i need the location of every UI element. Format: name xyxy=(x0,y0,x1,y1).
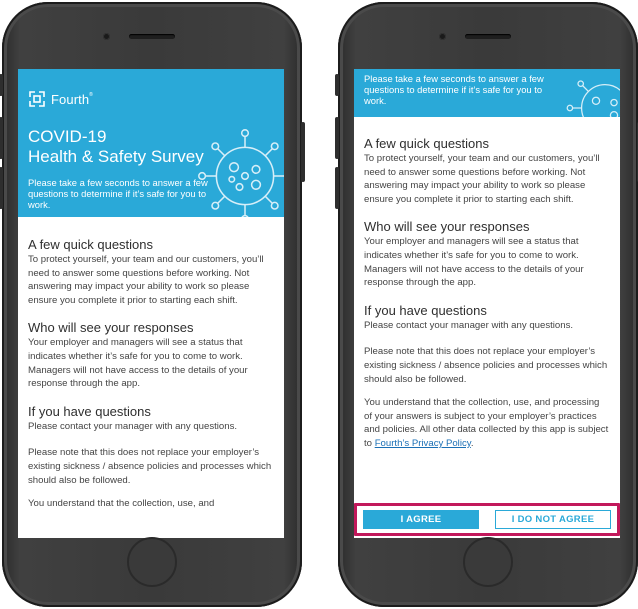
volume-down-button xyxy=(335,167,339,209)
policy-note: Please note that this does not replace your employer’s existing sickness / absence policies and processes which should also be followed. xyxy=(28,447,272,486)
volume-down-button xyxy=(0,167,3,209)
section-text: Please contact your manager with any questions. xyxy=(364,319,574,331)
volume-up-button xyxy=(0,117,3,159)
page-title xyxy=(28,127,274,167)
section-quick-questions xyxy=(28,237,274,307)
earpiece-speaker xyxy=(129,34,175,39)
section-text: Your employer and managers will see a status that indicates whether it’s safe for you to come to work. Managers will not have access to the details of your response through the app. xyxy=(28,337,248,390)
section-heading: If you have questions xyxy=(28,403,151,419)
section-text: Please contact your manager with any questions. xyxy=(28,420,238,432)
power-button xyxy=(301,122,305,182)
survey-intro-content xyxy=(18,217,284,511)
front-camera xyxy=(103,33,110,40)
section-heading: If you have questions xyxy=(364,302,487,318)
section-questions xyxy=(364,303,610,333)
survey-screen-scrolled[interactable] xyxy=(354,69,620,538)
front-camera xyxy=(439,33,446,40)
hero-subtitle: Please take a few seconds to answer a few questions to determine if it’s safe for you to work. xyxy=(364,73,544,106)
section-heading: Who will see your responses xyxy=(28,320,194,336)
earpiece-speaker xyxy=(465,34,511,39)
virus-illustration-icon xyxy=(560,69,620,117)
policy-note: Please note that this does not replace your employer’s existing sickness / absence policies and processes which should also be followed. xyxy=(364,346,608,385)
phone-frame-left xyxy=(2,2,302,607)
survey-intro-content xyxy=(354,117,620,451)
hero-subtitle: Please take a few seconds to answer a few questions to determine if it’s safe for you to work. xyxy=(28,177,208,210)
fourth-logo xyxy=(28,89,274,109)
mute-switch xyxy=(0,74,3,96)
section-heading: A few quick questions xyxy=(28,237,154,252)
fourth-logo-icon xyxy=(28,90,46,108)
consent-action-bar xyxy=(354,503,620,536)
section-quick-questions xyxy=(364,136,610,206)
mute-switch xyxy=(335,74,339,96)
consent-text-truncated: You understand that the collection, use, and xyxy=(28,498,215,510)
survey-screen-top[interactable] xyxy=(18,69,284,538)
agree-button[interactable]: I AGREE xyxy=(363,510,479,529)
do-not-agree-button[interactable]: I DO NOT AGREE xyxy=(495,510,611,529)
title-line-2: Health & Safety Survey xyxy=(28,147,204,166)
consent-text: You understand that the collection, use, and processing of your answers is subject to your employer’s practices and policies. All other data collected by this app is subject to Fourth’s Privacy Policy. xyxy=(364,397,609,449)
section-who-sees xyxy=(28,320,274,390)
brand-name: Fourth® xyxy=(51,91,93,107)
section-text: To protect yourself, your team and our customers, you’ll need to answer some questions before working. Not answering may impact your ability to work so please ensure you complete it prior to starting each shift. xyxy=(28,254,264,306)
home-button xyxy=(463,537,513,587)
phone-frame-right xyxy=(338,2,638,607)
section-heading: Who will see your responses xyxy=(364,219,530,235)
section-text: To protect yourself, your team and our customers, you’ll need to answer some questions before working. Not answering may impact your ability to work so please ensure you complete it prior to starting each shift. xyxy=(364,153,600,205)
section-who-sees xyxy=(364,219,610,289)
survey-hero-banner-scrolled xyxy=(354,69,620,117)
section-questions xyxy=(28,404,274,434)
volume-up-button xyxy=(335,117,339,159)
title-line-1: COVID-19 xyxy=(28,127,107,146)
section-text: Your employer and managers will see a status that indicates whether it’s safe for you to come to work. Managers will not have access to the details of your response through the app. xyxy=(364,236,584,289)
privacy-policy-link[interactable]: Fourth’s Privacy Policy xyxy=(374,437,471,449)
home-button xyxy=(127,537,177,587)
section-heading: A few quick questions xyxy=(364,136,490,151)
survey-hero-banner xyxy=(18,69,284,217)
